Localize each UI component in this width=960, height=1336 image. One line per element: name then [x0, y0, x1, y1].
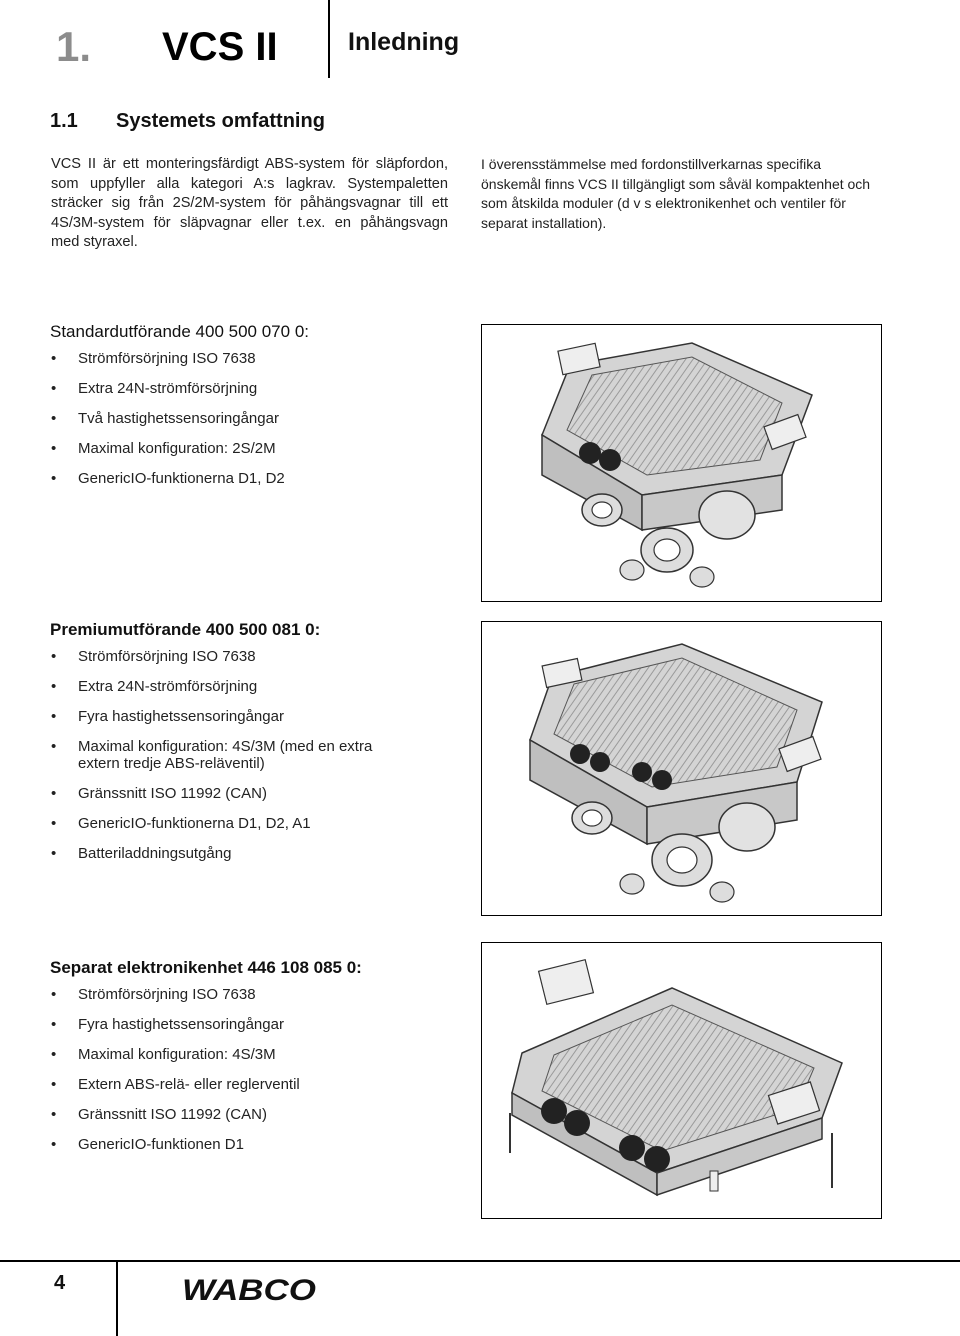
list-item: • Extra 24N-strömförsörjning — [50, 678, 450, 695]
valve-unit-illustration — [482, 622, 881, 915]
section-tab: Inledning — [348, 28, 460, 56]
list-item: • GenericIO-funktionen D1 — [50, 1136, 450, 1153]
intro-paragraph-right: I överensstämmelse med fordonstillverkarnas specifika önskemål finns VCS II tillgängligt som såväl kompaktenhet och som åtskilda moduler (d v s elektronikenhet och ventiler för separat installation). — [481, 156, 871, 231]
feature-list-separate-ecu — [50, 986, 450, 1153]
variant-title-standard: Standardutförande 400 500 070 0: — [50, 322, 309, 341]
list-item: • GenericIO-funktionerna D1, D2 — [50, 470, 450, 487]
electronics-unit-illustration — [482, 943, 881, 1218]
list-item: • GenericIO-funktionerna D1, D2, A1 — [50, 815, 450, 832]
valve-unit-illustration — [482, 325, 881, 601]
list-item: • Gränssnitt ISO 11992 (CAN) — [50, 1106, 450, 1123]
product-image-premium — [481, 621, 882, 916]
variant-title-premium: Premiumutförande 400 500 081 0: — [50, 620, 321, 639]
list-item: • Extern ABS-relä- eller reglerventil — [50, 1076, 450, 1093]
footer-divider — [116, 1262, 118, 1336]
intro-paragraph-left: VCS II är ett monteringsfärdigt ABS-system för släpfordon, som uppfyller alla kategori A:s lagkrav. Systempaletten sträcker sig från 2S/2M-system för påhängsvagnar till ett 4S/3M-system för släpvagnar eller t.ex. en påhängsvagn med styraxel. — [51, 156, 448, 250]
list-item: • Maximal konfiguration: 2S/2M — [50, 440, 450, 457]
page-number: 4 — [54, 1272, 66, 1294]
list-item: • Maximal konfiguration: 4S/3M — [50, 1046, 450, 1063]
list-item: • Två hastighetssensoringångar — [50, 410, 450, 427]
subsection-title: Systemets omfattning — [116, 110, 325, 132]
product-image-separate-ecu — [481, 942, 882, 1219]
footer-rule — [0, 1260, 960, 1262]
brand-logo — [180, 1272, 320, 1308]
feature-list-standard — [50, 350, 450, 487]
list-item: • Fyra hastighetssensoringångar — [50, 1016, 450, 1033]
chapter-number: 1. — [56, 23, 92, 70]
list-item: • Gränssnitt ISO 11992 (CAN) — [50, 785, 450, 802]
variant-title-separate-ecu: Separat elektronikenhet 446 108 085 0: — [50, 958, 362, 977]
list-item: • Strömförsörjning ISO 7638 — [50, 986, 450, 1003]
subsection-number: 1.1 — [50, 110, 78, 132]
brand-text: WABCO — [182, 1274, 316, 1307]
product-image-standard — [481, 324, 882, 602]
header-divider — [328, 0, 330, 78]
list-item: • Strömförsörjning ISO 7638 — [50, 648, 450, 665]
list-item: • Extra 24N-strömförsörjning — [50, 380, 450, 397]
list-item: • Strömförsörjning ISO 7638 — [50, 350, 450, 367]
list-item: • Batteriladdningsutgång — [50, 845, 450, 862]
list-item: • Maximal konfiguration: 4S/3M (med en extra extern tredje ABS-reläventil) — [50, 738, 408, 772]
list-item: • Fyra hastighetssensoringångar — [50, 708, 450, 725]
chapter-title: VCS II — [162, 25, 278, 69]
wabco-logo — [180, 1272, 320, 1313]
feature-list-premium — [50, 648, 450, 862]
